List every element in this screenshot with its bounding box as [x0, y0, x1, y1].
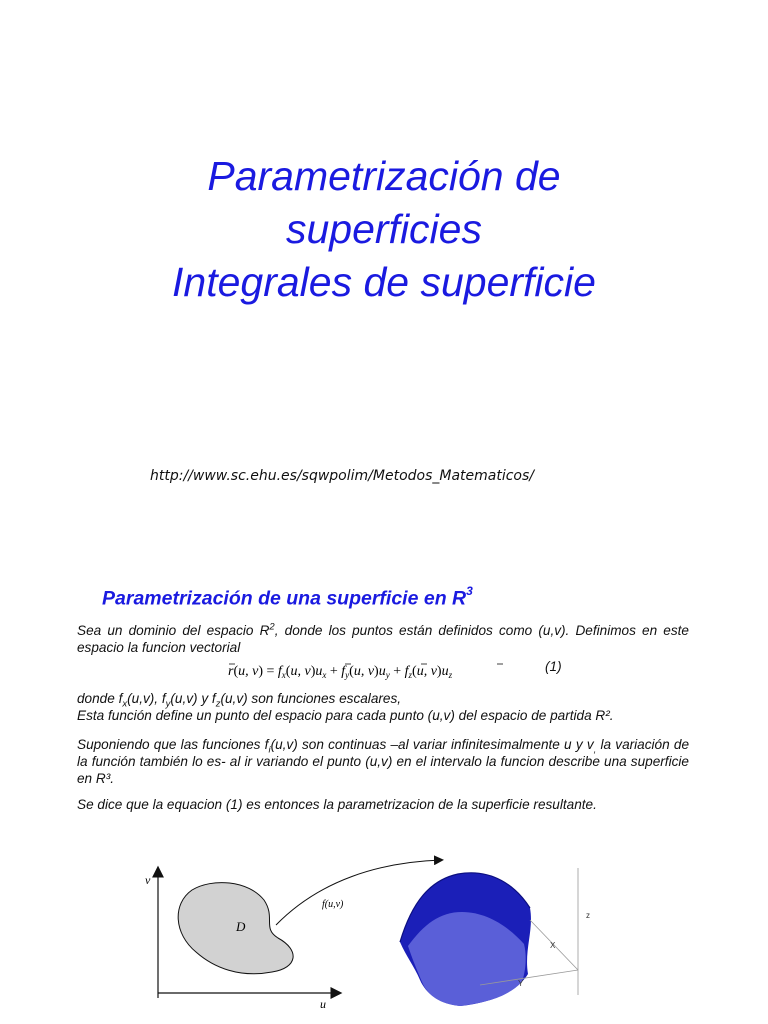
section-heading — [102, 586, 473, 611]
section-heading-sup: 3 — [466, 584, 473, 598]
z-axis-3d-label: z — [586, 911, 590, 920]
y-axis-3d-label: Y — [518, 979, 524, 988]
v-axis-label: v — [145, 873, 151, 887]
page-title — [0, 150, 768, 309]
p1-text-b: , donde los puntos están definidos como (u,v). Definimos en este espacio la funcion vectorial — [77, 623, 689, 655]
mapping-label: f(u,v) — [322, 899, 344, 910]
paragraph-conclusion: Se dice que la equacion (1) es entonces la parametrizacion de la superficie resultante. — [77, 797, 597, 812]
u-axis-label: u — [320, 997, 326, 1011]
title-line-2: superficies — [286, 206, 482, 252]
p1-text-a: Sea un dominio del espacio R — [77, 623, 270, 638]
source-url[interactable]: http://www.sc.ehu.es/sqwpolim/Metodos_Matematicos/ — [150, 468, 535, 484]
paragraph-intro — [77, 622, 689, 656]
title-line-3: Integrales de superficie — [172, 259, 596, 305]
formula-text: r(u, $v) = f_x(u$, $v)u_x + f_y(u$, $v)u_y + f_z(u$, $v)u_z$ — [228, 664, 453, 680]
x-axis-3d-label: X — [550, 941, 556, 950]
formula-graphic — [228, 660, 528, 682]
p2-line-2: Esta función define un punto del espacio para cada punto (u,v) del espacio de partida R². — [77, 708, 614, 723]
section-heading-text: Parametrización de una superficie en R — [102, 587, 467, 610]
p2-line-1: donde $f_x(u,v)$, $f_y(u,v)$ y $f_z(u,v)$ son funciones escalares, — [77, 691, 402, 710]
equation-number: (1) — [545, 659, 562, 674]
title-line-1: Parametrización de — [207, 153, 561, 199]
parametrization-figure — [140, 850, 620, 1020]
paragraph-scalar-functions — [77, 690, 689, 724]
vector-function-formula — [228, 660, 528, 686]
p1-sup: 2 — [269, 621, 275, 633]
domain-label: D — [236, 919, 246, 934]
paragraph-continuity: Suponiendo que las funciones $f_i(u,v)$ son continuas –al variar infinitesimalmente u y $v_,$ la variación de la función también lo es- al ir variando el punto (u,v) en el intervalo la funcion describe una superficie en R³. — [77, 737, 689, 786]
